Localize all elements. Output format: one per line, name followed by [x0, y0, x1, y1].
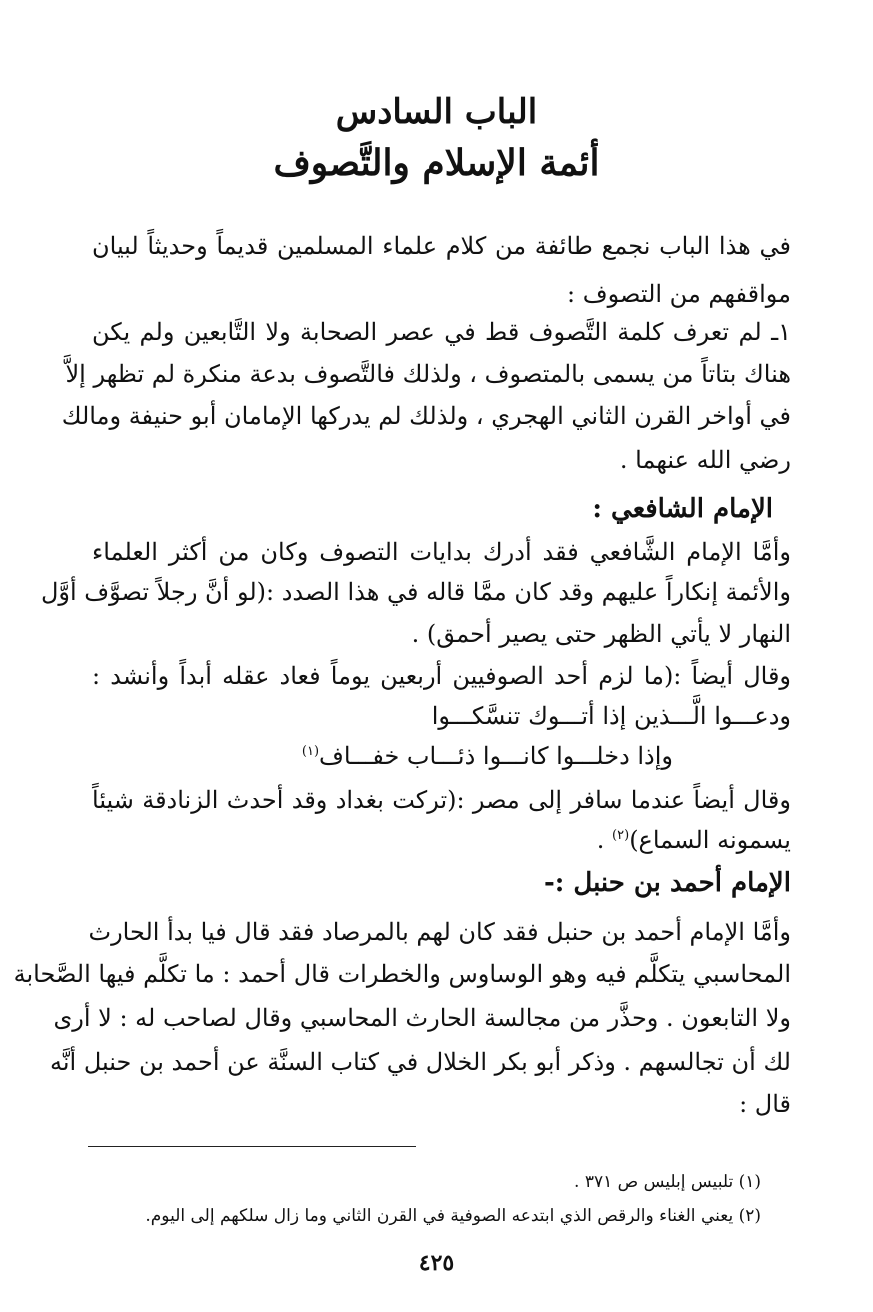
- shafii-line-2: والأئمة إنكاراً عليهم وقد كان ممَّا قاله في هذا الصدد :(لو أنَّ رجلاً تصوَّف أوَّل: [40, 578, 791, 606]
- chapter-number-title: الباب السادس: [335, 92, 538, 132]
- chapter-subject-title: أئمة الإسلام والتَّصوف: [273, 142, 600, 184]
- point1-line-3: في أواخر القرن الثاني الهجري ، ولذلك لم يدركها الإمامان أبو حنيفة ومالك: [61, 402, 791, 430]
- shafii-line-5: وقال أيضاً عندما سافر إلى مصر :(تركت بغداد وقد أحدث الزنادقة شيئاً: [92, 786, 791, 814]
- hanbal-line-1: وأمَّا الإمام أحمد بن حنبل فقد كان لهم بالمرصاد فقد قال فيا بدأ الحارث: [88, 918, 791, 946]
- shafii-line-6-end: .: [596, 826, 613, 854]
- shafii-line-3: النهار لا يأتي الظهر حتى يصير أحمق) .: [411, 620, 791, 648]
- shafii-line-4: وقال أيضاً :(ما لزم أحد الصوفيين أربعين يوماً فعاد عقله أبداً وأنشد :: [92, 662, 791, 690]
- poem-verse-2: [302, 742, 673, 770]
- shafii-line-1: وأمَّا الإمام الشَّافعي فقد أدرك بدايات التصوف وكان من أكثر العلماء: [92, 538, 791, 566]
- shafii-heading: الإمام الشافعي :: [592, 494, 773, 524]
- point1-line-2: هناك بتاتاً من يسمى بالمتصوف ، ولذلك فالتَّصوف بدعة منكرة لم تظهر إلاَّ: [65, 360, 791, 388]
- point1-line-4: رضي الله عنهما .: [619, 446, 791, 474]
- poem-verse-1: ودعـــوا الَّـــذين إذا أتـــوك تنسَّكـــوا: [431, 702, 791, 730]
- footnote-1: (١) تلبيس إبليس ص ٣٧١ .: [574, 1172, 761, 1192]
- shafii-line-6-text: يسمونه السماع): [629, 826, 791, 854]
- intro-line-1: في هذا الباب نجمع طائفة من كلام علماء المسلمين قديماً وحديثاً لبيان: [92, 232, 791, 260]
- shafii-line-6: [597, 826, 791, 854]
- page-number: ٤٢٥: [418, 1250, 455, 1276]
- footnote-separator: [88, 1146, 416, 1147]
- hanbal-line-4: لك أن تجالسهم . وذكر أبو بكر الخلال في كتاب السنَّة عن أحمد بن حنبل أنَّه: [49, 1048, 791, 1076]
- footnote-2: (٢) يعني الغناء والرقص الذي ابتدعه الصوفية في القرن الثاني وما زال سلكهم إلى اليوم.: [145, 1206, 761, 1226]
- hanbal-line-2: المحاسبي يتكلَّم فيه وهو الوساوس والخطرات قال أحمد : ما تكلَّم فيها الصَّحابة: [13, 960, 791, 988]
- hanbal-line-3: ولا التابعون . وحذَّر من مجالسة الحارث المحاسبي وقال لصاحب له : لا أرى: [53, 1004, 791, 1032]
- point1-line-1: ١ـ لم تعرف كلمة التَّصوف قط في عصر الصحابة ولا التَّابعين ولم يكن: [92, 318, 791, 346]
- poem-verse-2-text: وإذا دخلـــوا كانـــوا ذئـــاب خفـــاف: [319, 742, 673, 770]
- hanbal-line-5: قال :: [739, 1090, 791, 1118]
- intro-line-2: مواقفهم من التصوف :: [567, 280, 791, 308]
- footnote-ref-1: (١): [301, 744, 320, 759]
- hanbal-heading: الإمام أحمد بن حنبل :-: [543, 868, 791, 898]
- footnote-ref-2: (٢): [612, 828, 630, 843]
